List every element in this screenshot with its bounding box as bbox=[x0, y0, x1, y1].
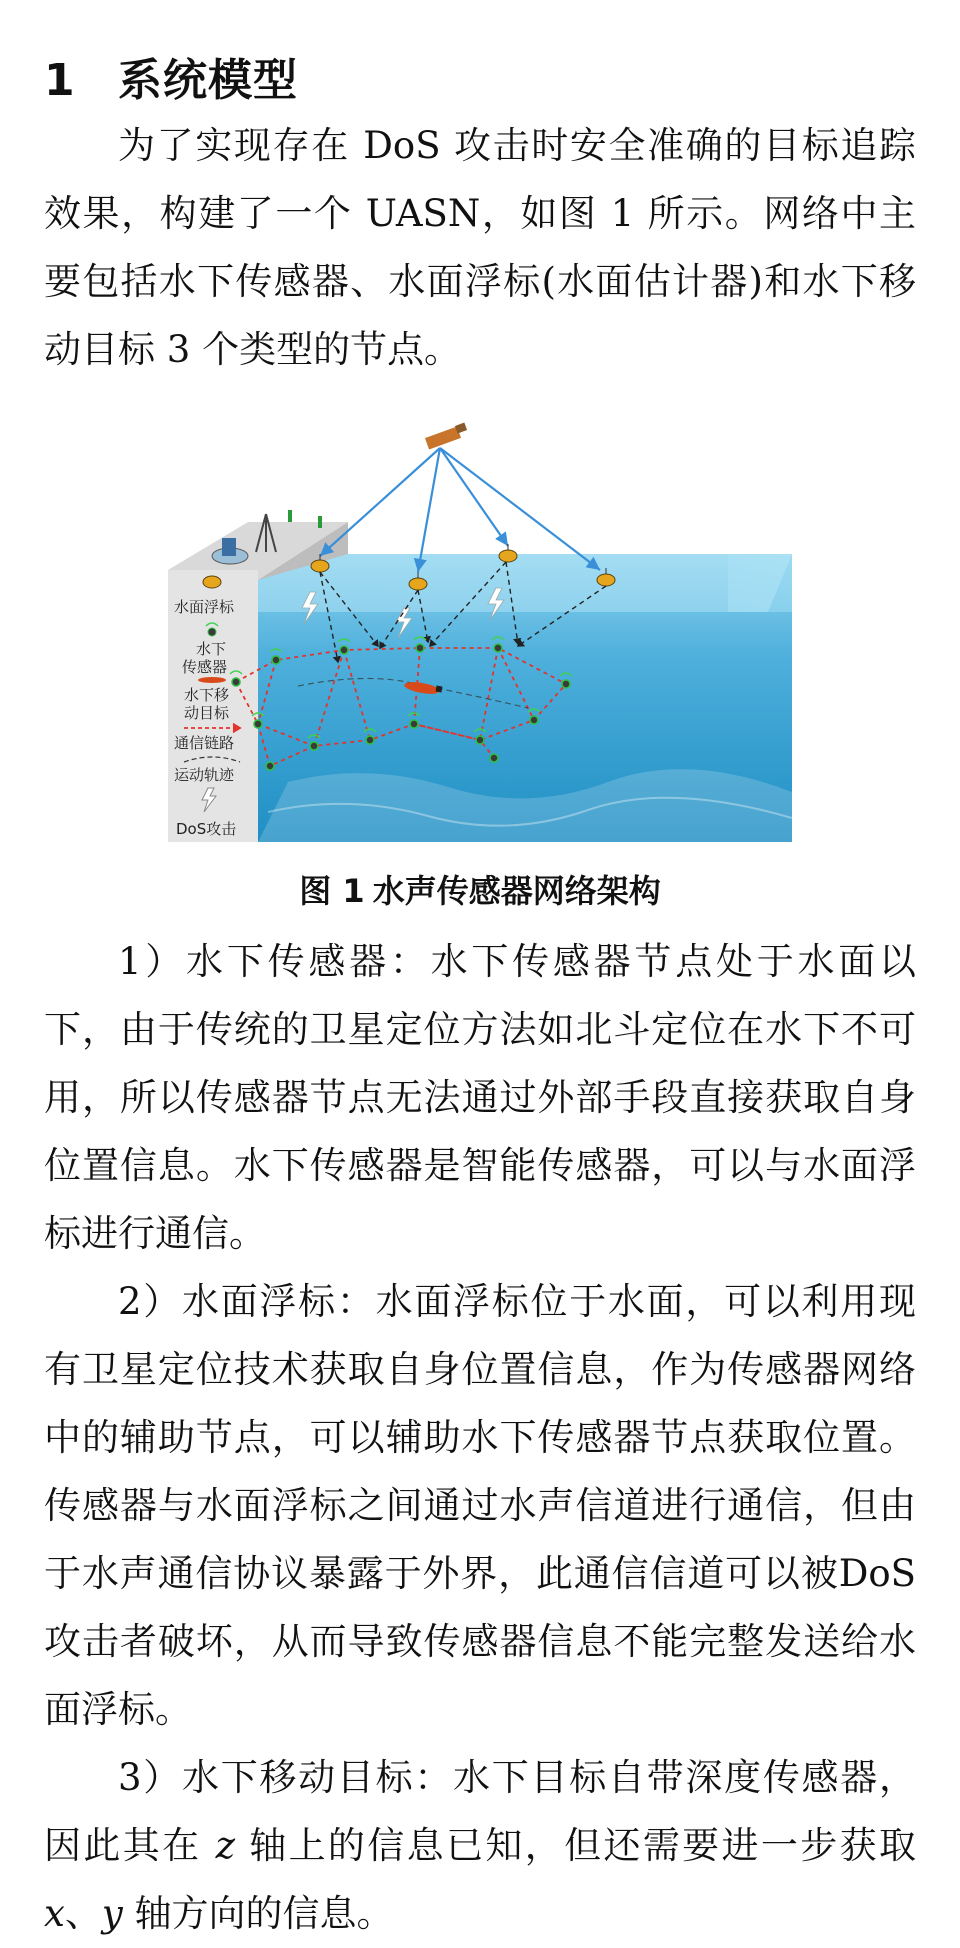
x-axis-symbol: x bbox=[44, 1892, 65, 1935]
satellite-links bbox=[320, 448, 600, 572]
uasn-diagram bbox=[168, 422, 792, 842]
figure-caption bbox=[0, 866, 960, 912]
legend-sensor-label-1: 水下 bbox=[196, 640, 227, 658]
legend-target-label-2: 动目标 bbox=[184, 704, 230, 722]
satellite-icon bbox=[425, 423, 467, 450]
legend-buoy-label: 水面浮标 bbox=[174, 598, 235, 616]
intro-paragraph: 为了实现存在 DoS 攻击时安全准确的目标追踪效果，构建了一个 UASN，如图 1 所示。网络中主要包括水下传感器、水面浮标(水面估计器)和水下移动目标 3 个类型的节点。 bbox=[44, 124, 916, 371]
z-axis-symbol: z bbox=[215, 1824, 236, 1867]
figure-label: 图 1 bbox=[299, 872, 365, 910]
section-title: 系统模型 bbox=[118, 55, 298, 106]
legend-target-icon bbox=[198, 677, 226, 683]
section-number: 1 bbox=[44, 55, 76, 106]
legend-attack-label: DoS攻击 bbox=[176, 820, 237, 838]
item-sensor-paragraph: 1）水下传感器：水下传感器节点处于水面以下，由于传统的卫星定位方法如北斗定位在水下不可用，所以传感器节点无法通过外部手段直接获取自身位置信息。水下传感器是智能传感器，可以与水面浮标进行通信。 bbox=[44, 940, 916, 1255]
legend-target-label-1: 水下移 bbox=[184, 686, 230, 704]
target-text-4: 轴方向的信息。 bbox=[122, 1892, 394, 1935]
legend-buoy-icon bbox=[203, 576, 221, 588]
figure-uasn bbox=[168, 422, 792, 842]
y-axis-symbol: y bbox=[101, 1892, 123, 1935]
target-text-3: 、 bbox=[64, 1892, 102, 1935]
section-heading bbox=[44, 44, 298, 108]
figure-title: 水声传感器网络架构 bbox=[372, 872, 661, 910]
item-target-paragraph bbox=[44, 1744, 916, 1948]
legend-sensor-label-2: 传感器 bbox=[182, 658, 228, 676]
target-text-1: 3）水下移动目标：水下目标自带深度传感器，因此其在 bbox=[44, 1756, 916, 1867]
legend-trajectory-label: 运动轨迹 bbox=[174, 766, 235, 784]
item-buoy-paragraph: 2）水面浮标：水面浮标位于水面，可以利用现有卫星定位技术获取自身位置信息，作为传感器网络中的辅助节点，可以辅助水下传感器节点获取位置。传感器与水面浮标之间通过水声信道进行通信，但由于水声通信协议暴露于外界，此通信信道可以被DoS攻击者破坏，从而导致传感器信息不能完整发送给水面浮标。 bbox=[44, 1280, 916, 1731]
target-text-2: 轴上的信息已知，但还需要进一步获取 bbox=[235, 1824, 916, 1867]
legend-link-label: 通信链路 bbox=[174, 734, 235, 752]
